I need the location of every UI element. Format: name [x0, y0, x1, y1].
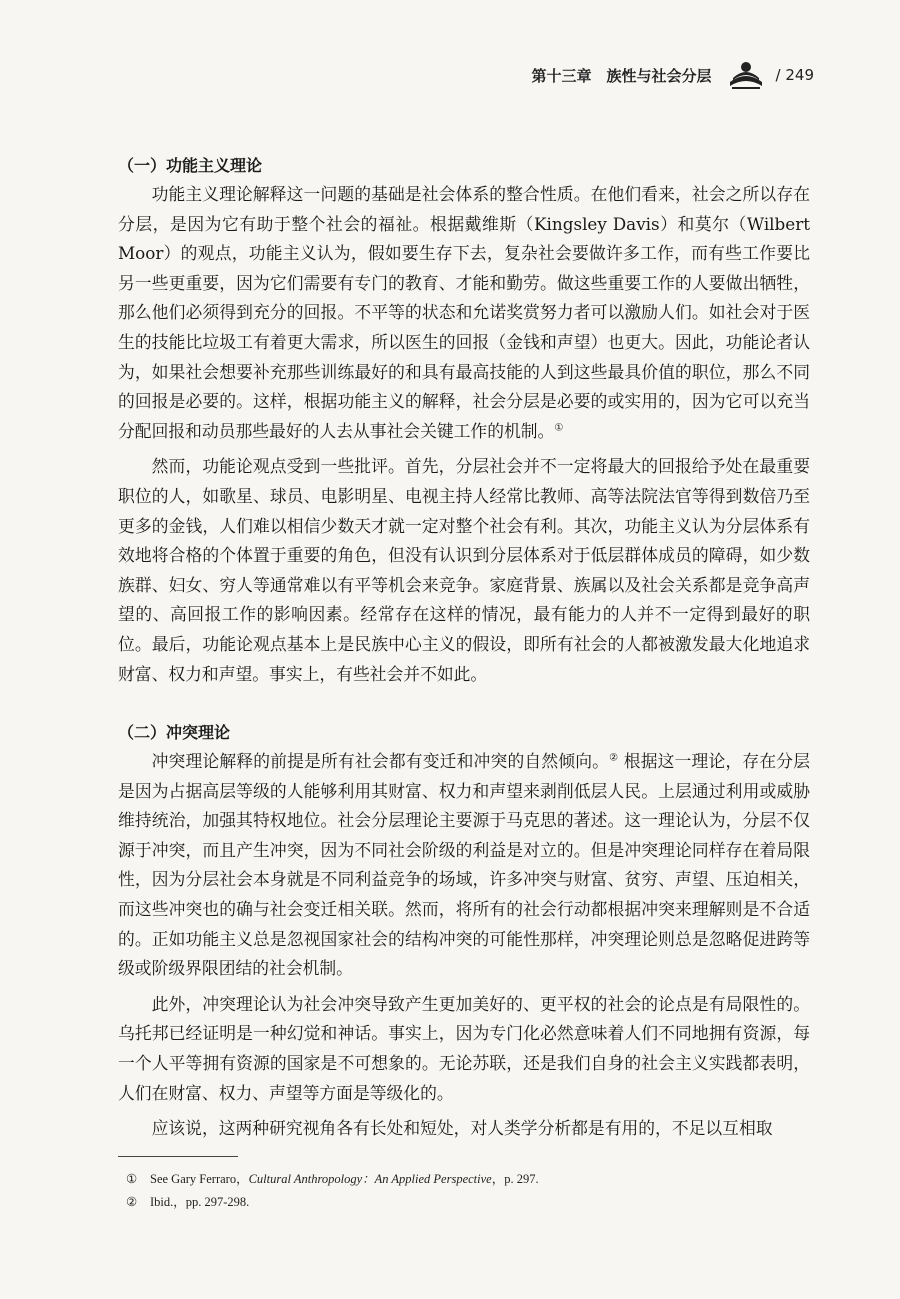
page-number: / 249: [775, 66, 814, 84]
footnote-ref: ①: [554, 422, 564, 434]
section-heading-functionalism: （一）功能主义理论: [118, 156, 263, 175]
paragraph: 功能主义理论解释这一问题的基础是社会体系的整合性质。在他们看来，社会之所以存在分层，是因为它有助于整个社会的福祉。根据戴维斯（Kingsley Davis）和莫尔（Wilbert Moor）的观点，功能主义认为，假如要生存下去，复杂社会要做许多工作，而有些工作要比另一些更重要，因为它们需要有专门的教育、才能和勤劳。做这些重要工作的人要做出牺牲，那么他们必须得到充分的回报。不平等的状态和允诺奖赏努力者可以激励人们。如社会对于医生的技能比垃圾工有着更大需求，所以医生的回报（金钱和声望）也更大。因此，功能论者认为，如果社会想要补充那些训练最好的和具有最高技能的人到这些最具价值的职位，那么不同的回报是必要的。这样，根据功能主义的解释，社会分层是必要的或实用的，因为它可以充当分配回报和动员那些最好的人去从事社会关键工作的机制。①: [118, 184, 810, 441]
footnote: ② Ibid.，pp. 297-298.: [126, 1195, 250, 1209]
running-header: [532, 60, 814, 90]
footnote: ① See Gary Ferraro，Cultural Anthropology：An Applied Perspective，p. 297.: [126, 1172, 539, 1186]
main-text: [118, 152, 810, 1144]
chapter-title: 第十三章 族性与社会分层: [531, 66, 712, 85]
footnote-ref: ②: [609, 752, 619, 764]
footnotes: [126, 1168, 539, 1214]
paragraph: 冲突理论解释的前提是所有社会都有变迁和冲突的自然倾向。② 根据这一理论，存在分层是因为占据高层等级的人能够利用其财富、权力和声望来剥削低层人民。上层通过利用或威胁维持统治，加强其特权地位。社会分层理论主要源于马克思的著述。这一理论认为，分层不仅源于冲突，而且产生冲突，因为不同社会阶级的利益是对立的。但是冲突理论同样存在着局限性，因为分层社会本身就是不同利益竞争的场域，许多冲突与财富、贫穷、声望、压迫相关，而这些冲突也的确与社会变迁相关联。然而，将所有的社会行动都根据冲突来理解则是不合适的。正如功能主义总是忽视国家社会的结构冲突的可能性那样，冲突理论则总是忽略促进跨等级或阶级界限团结的社会机制。: [118, 751, 810, 979]
paragraph: 应该说，这两种研究视角各有长处和短处，对人类学分析都是有用的，不足以互相取: [151, 1118, 773, 1139]
section-heading-conflict: （二）冲突理论: [118, 723, 231, 743]
publisher-logo-icon: [728, 60, 764, 90]
paragraph: 此外，冲突理论认为社会冲突导致产生更加美好的、更平权的社会的论点是有局限性的。乌托邦已经证明是一种幻觉和神话。事实上，因为专门化必然意味着人们不同地拥有资源，每一个人平等拥有资源的国家是不可想象的。无论苏联，还是我们自身的社会主义实践都表明，人们在财富、权力、声望等方面是等级化的。: [118, 993, 810, 1103]
footnote-divider: [118, 1156, 238, 1157]
paragraph: 然而，功能论观点受到一些批评。首先，分层社会并不一定将最大的回报给予处在最重要职位的人，如歌星、球员、电影明星、电视主持人经常比教师、高等法院法官等得到数倍乃至更多的金钱，人们难以相信少数天才就一定对整个社会有利。其次，功能主义认为分层体系有效地将合格的个体置于重要的角色，但没有认识到分层体系对于低层群体成员的障碍，如少数族群、妇女、穷人等通常难以有平等机会来竞争。家庭背景、族属以及社会关系都是竞争高声望的、高回报工作的影响因素。经常存在这样的情况，最有能力的人并不一定得到最好的职位。最后，功能论观点基本上是民族中心主义的假设，即所有社会的人都被激发最大化地追求财富、权力和声望。事实上，有些社会并不如此。: [118, 456, 810, 684]
